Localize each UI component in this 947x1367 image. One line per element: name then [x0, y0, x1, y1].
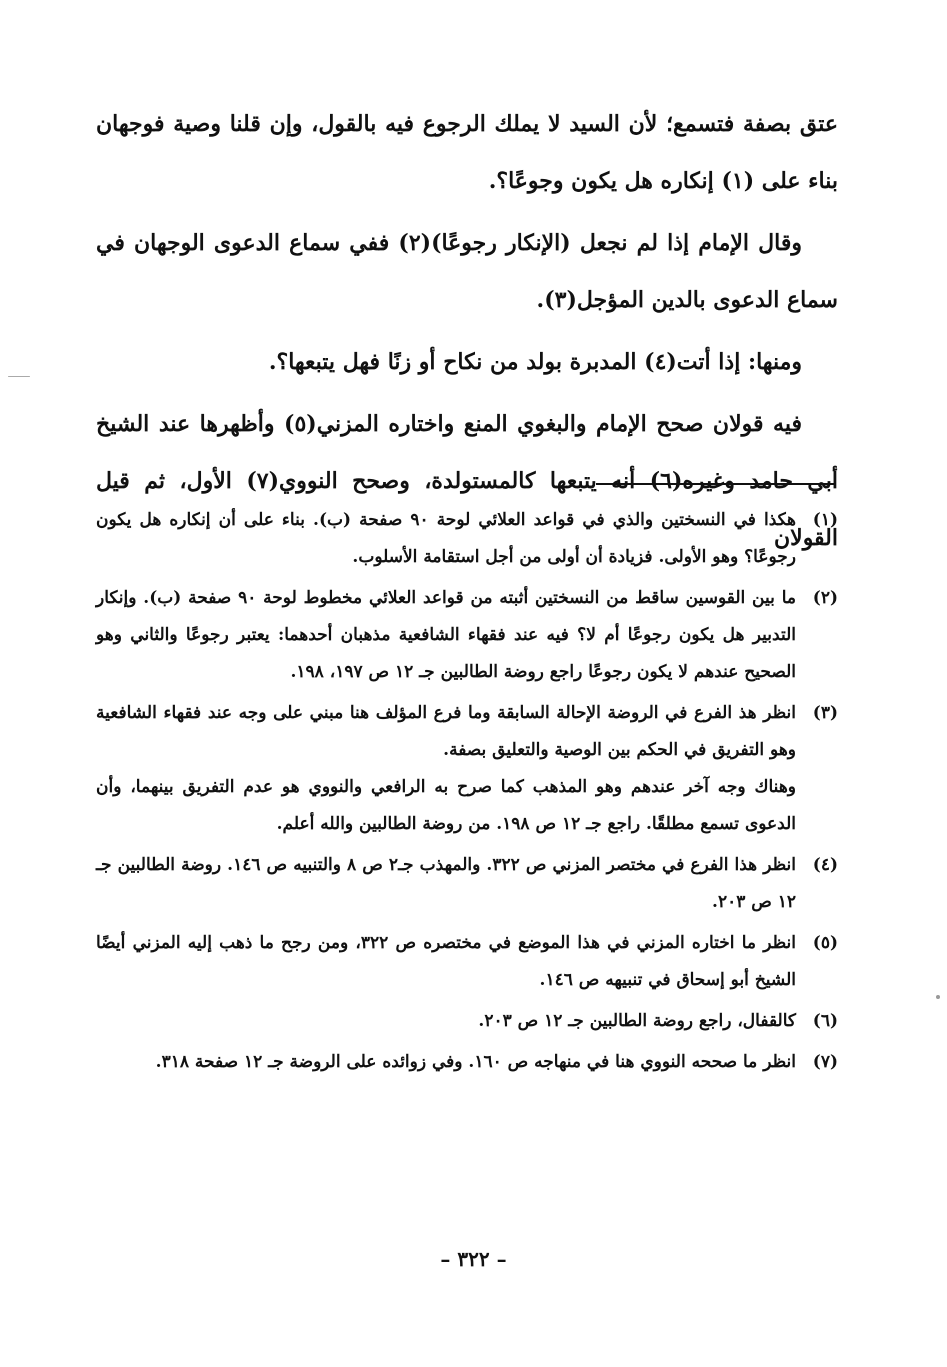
scan-mark — [8, 376, 30, 377]
footnote-4 — [96, 847, 838, 921]
footnote-number: (٣) — [812, 703, 838, 723]
page-number: – ٣٢٢ – — [440, 1247, 507, 1271]
footnote-7 — [96, 1044, 838, 1081]
footnote-text: هكذا في النسختين والذي في قواعد العلائي لوحة ٩٠ صفحة (ب). بناء على أن إنكاره هل يكون رجوعًا؟ وهو الأولى. فزيادة أن أولى من أجل استقامة الأسلوب. — [96, 510, 796, 567]
footnote-text: ما بين القوسين ساقط من النسختين أثبته من قواعد العلائي مخطوط لوحة ٩٠ صفحة (ب). وإنكار التدبير هل يكون رجوعًا أم لا؟ فيه عند فقهاء الشافعية مذهبان أحدهما: يعتبر رجوعًا والثاني وهو الصحيح عندهم لا يكون رجوعًا راجع روضة الطالبين جـ ١٢ ص ١٩٧، ١٩٨. — [96, 588, 796, 682]
main-paragraph-3: ومنها: إذا أتت(٤) المدبرة بولد من نكاح أو زنًا فهل يتبعها؟. — [268, 349, 802, 375]
footnote-text: انظر هذا الفرع في مختصر المزني ص ٣٢٢. والمهذب جـ٢ ص ٨ والتنبيه ص ١٤٦. روضة الطالبين جـ ١٢ ص ٢٠٣. — [96, 855, 797, 912]
footnote-text: انظر هذ الفرع في الروضة الإحالة السابقة وما فرع المؤلف هنا مبني على وجه عند فقهاء الشافعية وهو التفريق في الحكم بين الوصية والتعليق بصفة. — [96, 703, 796, 760]
footnotes — [96, 502, 838, 1085]
footnote-number: (١) — [812, 510, 838, 530]
footnote-text: كالقفال، راجع روضة الطالبين جـ ١٢ ص ٢٠٣. — [478, 1011, 796, 1031]
footnote-number: (٤) — [812, 855, 838, 875]
footnote-separator — [596, 483, 834, 485]
main-text — [96, 96, 838, 572]
footnote-text: انظر ما صححه النووي هنا في منهاجه ص ١٦٠. وفي زوائده على الروضة جـ ١٢ صفحة ٣١٨. — [155, 1052, 796, 1072]
footnote-number: (٧) — [812, 1052, 838, 1072]
main-paragraph-1: عتق بصفة فتسمع؛ لأن السيد لا يملك الرجوع فيه بالقول، وإن قلنا وصية فوجهان بناء على (١) إنكاره هل يكون وجوعًا؟. — [96, 111, 838, 194]
footnote-text: وهناك وجه آخر عندهم وهو المذهب كما صرح به الرافعي والنووي هو عدم التفريق بينهما، وأن الدعوى تسمع مطلقًا. راجع جـ ١٢ ص ١٩٨. من روضة الطالبين والله أعلم. — [96, 777, 796, 834]
footnote-3 — [96, 695, 838, 843]
footnote-1 — [96, 502, 838, 576]
footnote-5 — [96, 925, 838, 999]
scan-speck — [936, 995, 940, 999]
footnote-number: (٢) — [812, 588, 838, 608]
footnote-number: (٥) — [812, 933, 838, 953]
footnote-6 — [96, 1003, 838, 1040]
footnote-text: انظر ما اختاره المزني في هذا الموضع في مختصره ص ٣٢٢، ومن رجح ما ذهب إليه المزني أيضًا الشيخ أبو إسحاق في تنبيهه ص ١٤٦. — [96, 933, 796, 990]
footnote-2 — [96, 580, 838, 691]
main-paragraph-4: فيه قولان صحح الإمام والبغوي المنع واختاره المزني(٥) وأظهرها عند الشيخ أبي حامد وغيره(٦) أنه يتبعها كالمستولدة، وصحح النووي(٧) الأول، ثم قيل القولان — [96, 411, 838, 551]
footnote-number: (٦) — [812, 1011, 838, 1031]
main-paragraph-2: وقال الإمام إذا لم نجعل (الإنكار رجوعًا)(٢) ففي سماع الدعوى الوجهان في سماع الدعوى بالدين المؤجل(٣). — [96, 230, 838, 313]
